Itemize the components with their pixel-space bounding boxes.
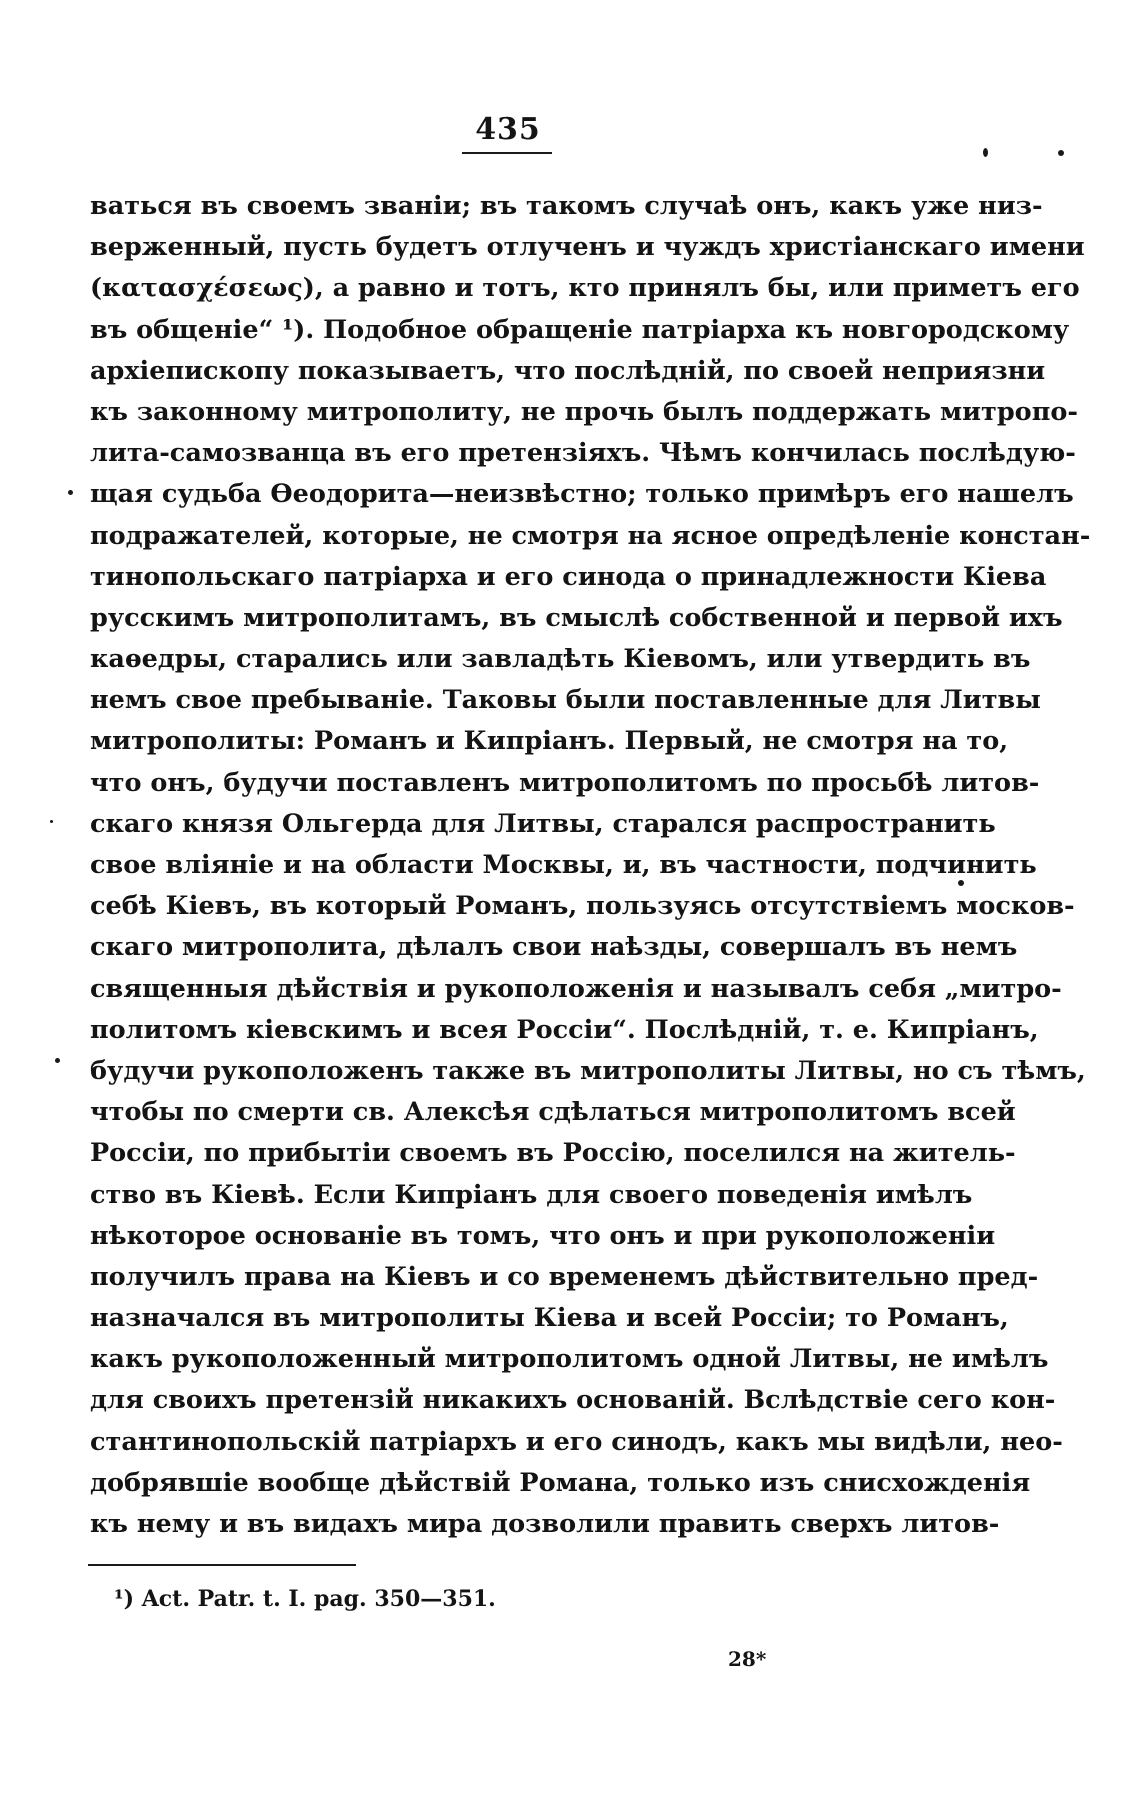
text-line: каѳедры, старались или завладѣть Кіевомъ, или утвердить въ (90, 644, 1031, 675)
text-line: скаго митрополита, дѣлалъ свои наѣзды, совершалъ въ немъ (90, 932, 1018, 963)
text-line: свое вліяніе и на области Москвы, и, въ частности, подчинить (90, 850, 1037, 880)
page-number: 435 (475, 112, 541, 147)
text-line: скаго князя Ольгерда для Литвы, старался распространить (90, 808, 996, 839)
text-line: немъ свое пребываніе. Таковы были поставленные для Литвы (90, 685, 1041, 716)
text-line: священныя дѣйствія и рукоположенія и называлъ себя „митро- (90, 973, 1062, 1004)
footnote-rule (88, 1564, 356, 1566)
text-line: тинопольскаго патріарха и его синода о принадлежности Кіева (90, 561, 1047, 592)
text-line: (κατασχέσεως), а равно и тотъ, кто принялъ бы, или приметъ его (90, 273, 1080, 304)
text-line: чтобы по смерти св. Алексѣя сдѣлаться митрополитомъ всей (90, 1097, 1016, 1128)
text-line: къ нему и въ видахъ мира дозволили править сверхъ литов- (90, 1509, 1000, 1539)
body-text (90, 186, 1091, 1545)
text-line: русскимъ митрополитамъ, въ смыслѣ собственной и первой ихъ (90, 602, 1063, 633)
text-line: щая судьба Ѳеодорита—неизвѣстно; только примѣръ его нашелъ (90, 479, 1074, 510)
text-line: какъ рукоположенный митрополитомъ одной Литвы, не имѣлъ (90, 1344, 1049, 1375)
text-line: подражателей, которые, не смотря на ясное опредѣленіе констан- (90, 520, 1091, 551)
text-line: архіепископу показываетъ, что послѣдній, по своей неприязни (90, 355, 1046, 386)
text-line: будучи рукоположенъ также въ митрополиты Литвы, но съ тѣмъ, (90, 1055, 1086, 1086)
text-line: митрополиты: Романъ и Кипріанъ. Первый, не смотря на то, (90, 726, 1009, 757)
text-line: верженный, пусть будетъ отлученъ и чуждъ христіанскаго имени (90, 232, 1085, 263)
text-line: въ общеніе“ ¹). Подобное обращеніе патріарха къ новгородскому (90, 314, 1070, 345)
text-line: стантинопольскій патріархъ и его синодъ, какъ мы видѣли, нео- (90, 1426, 1063, 1457)
text-line: нѣкоторое основаніе въ томъ, что онъ и при рукоположеніи (90, 1220, 996, 1251)
text-line: назначался въ митрополиты Кіева и всей Россіи; то Романъ, (90, 1303, 1009, 1334)
text-line: ваться въ своемъ званіи; въ такомъ случаѣ онъ, какъ уже низ- (90, 191, 1043, 221)
scan-speck (55, 1058, 60, 1063)
scan-speck (50, 820, 53, 823)
text-line: для своихъ претензій никакихъ основаній. Вслѣдствіе сего кон- (90, 1385, 1056, 1416)
text-line: что онъ, будучи поставленъ митрополитомъ по просьбѣ литов- (90, 767, 1040, 798)
text-line: политомъ кіевскимъ и всея Россіи“. Послѣдній, т. е. Кипріанъ, (90, 1014, 1039, 1045)
signature-mark: 28* (728, 1647, 767, 1671)
text-line: ство въ Кіевѣ. Если Кипріанъ для своего поведенія имѣлъ (90, 1179, 973, 1210)
scan-speck (983, 148, 988, 157)
scan-speck (1058, 150, 1064, 156)
page-number-rule (462, 152, 552, 154)
text-line: къ законному митрополиту, не прочь былъ поддержать митропо- (90, 396, 1078, 427)
scan-speck (68, 490, 73, 495)
text-line: лита-самозванца въ его претензіяхъ. Чѣмъ кончилась послѣдую- (90, 438, 1076, 469)
text-line: себѣ Кіевъ, въ который Романъ, пользуясь отсутствіемъ москов- (90, 891, 1075, 922)
text-line: получилъ права на Кіевъ и со временемъ дѣйствительно пред- (90, 1261, 1039, 1292)
scan-speck (958, 880, 964, 886)
text-line: добрявшіе вообще дѣйствій Романа, только изъ снисхожденія (90, 1467, 1031, 1498)
footnote: ¹) Act. Patr. t. I. pag. 350—351. (114, 1586, 496, 1612)
text-line: Россіи, по прибытіи своемъ въ Россію, поселился на житель- (90, 1138, 1016, 1169)
